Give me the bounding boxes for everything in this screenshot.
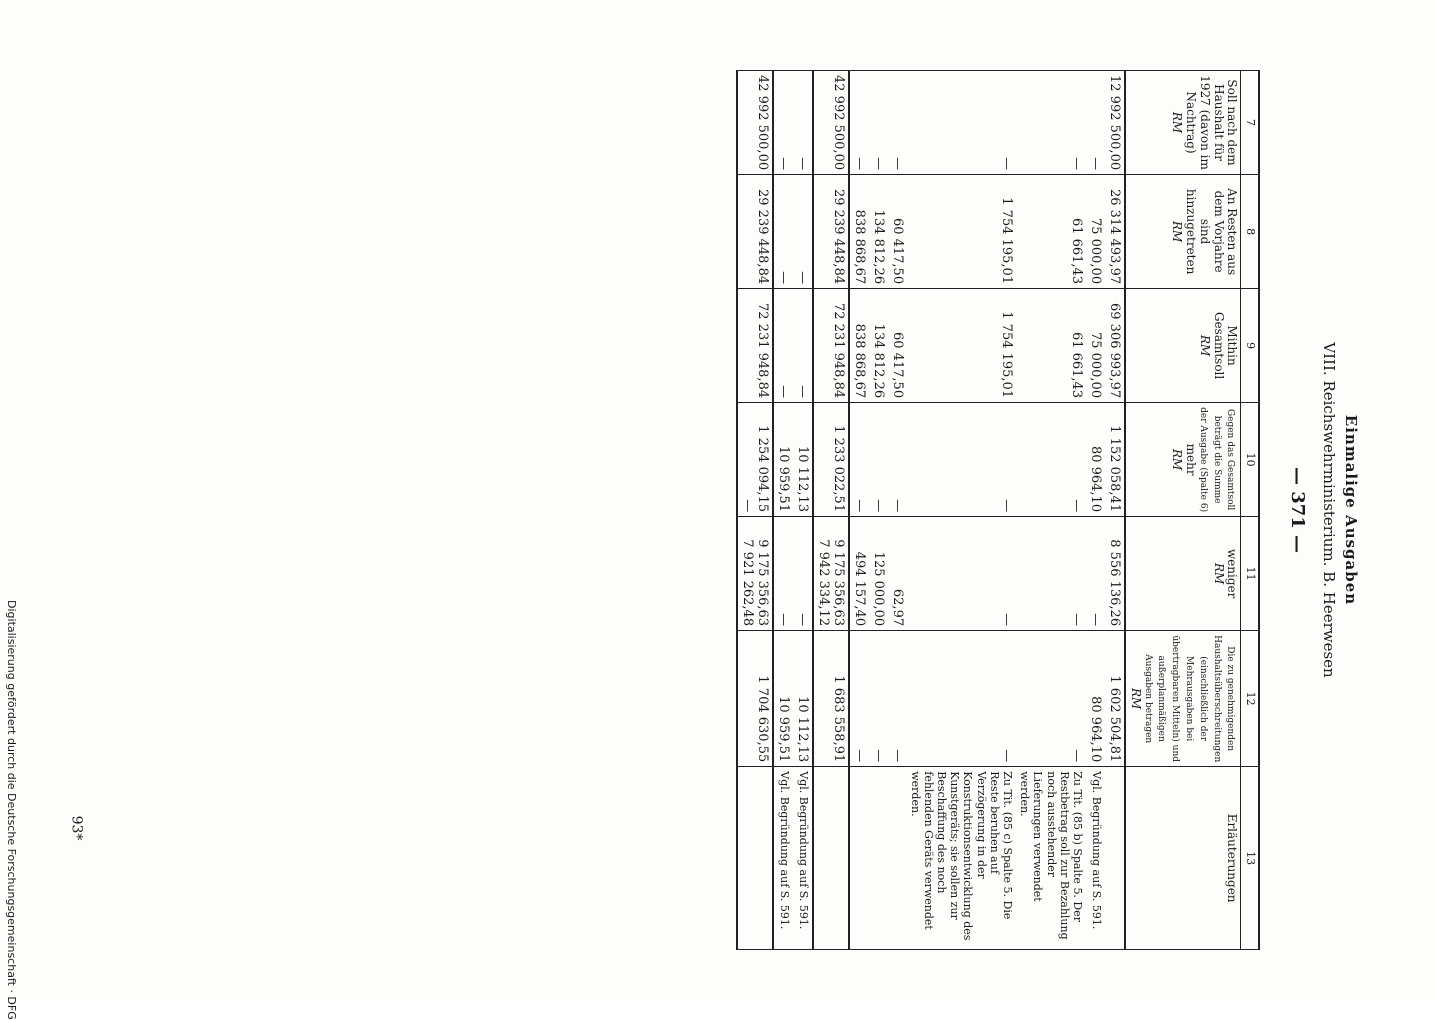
colnum-7: 7 [1241,71,1259,175]
cell-erlaeuterung [1105,767,1125,950]
subtotal-row [813,71,849,950]
cell-gesamtsoll: 61 661,43 [1016,289,1086,403]
table-row [773,71,793,950]
header-gesamtsoll: Mithin Gesamtsoll RM [1125,289,1241,403]
colnum-9: 9 [1241,289,1259,403]
table-row [1105,71,1125,950]
colnum-10: 10 [1241,403,1259,517]
table-row [1016,71,1086,950]
cell-reste: 61 661,43 [1016,175,1086,289]
sheet-number-text: 93* [68,815,85,841]
cell-gesamtsoll: 1 754 195,01 [907,289,1017,403]
cell-soll: — [849,71,869,175]
cell-mehr: — [888,403,907,517]
cell-weniger: — [907,517,1017,631]
cell-erlaeuterung [888,767,907,950]
cell-reste: 75 000,00 [1086,175,1105,289]
total-weniger: 9 175 356,63 7 921 262,48 [737,517,773,631]
cell-soll: — [1086,71,1105,175]
cell-gesamtsoll: — [773,289,793,403]
cell-erlaeuterung: Zu Tit. (85 c) Spalte 5. Die Reste beruhen auf Verzögerung in der Konstruktionsentwicklung des Kunstgeräts; sie sollen zur Beschaffung des noch fehlenden Geräts verwendet werden. [907,767,1017,950]
total-gesamtsoll: 72 231 948,84 [737,289,773,403]
colnum-13: 13 [1241,767,1259,950]
rotated-table-area [0,70,1360,950]
cell-reste: — [793,175,813,289]
cell-soll: 12 992 500,00 [1105,71,1125,175]
cell-mehr: — [907,403,1017,517]
column-header-row [1125,71,1241,950]
header-erlaeuterungen: Erläuterungen [1125,767,1241,950]
cell-weniger: — [1086,517,1105,631]
subtotal-weniger: 9 175 356,63 7 942 334,12 [813,517,849,631]
cell-gesamtsoll: 69 306 993,97 [1105,289,1125,403]
subtotal-mehr: 1 233 022,51 [813,403,849,517]
cell-weniger: 494 157,40 [849,517,869,631]
cell-soll: — [907,71,1017,175]
cell-erlaeuterung: Vgl. Begründung auf S. 591. [793,767,813,950]
header-ueberschreitungen: Die zu genehmigenden Haushaltsüberschreitungen (einschließlich der Mehrausgaben bei übertragbaren Mitteln) und außerplanmäßigen Ausgaben betragen RM [1125,631,1241,767]
colnum-11: 11 [1241,517,1259,631]
cell-ueberschreitung: — [888,631,907,767]
cell-ueberschreitung: 10 112,13 [793,631,813,767]
expenditure-table [736,70,1260,950]
cell-soll: — [773,71,793,175]
cell-reste: 838 868,67 [849,175,869,289]
page-number: — 371 — [1287,466,1308,554]
cell-erlaeuterung [849,767,869,950]
subtotal-soll: 42 992 500,00 [813,71,849,175]
total-mehr: 1 254 094,15 — [737,403,773,517]
section-subtitle: VIII. Reichswehrministerium. B. Heerwesen [1320,342,1338,678]
subtotal-reste: 29 239 448,84 [813,175,849,289]
total-note [737,767,773,950]
cell-reste: 134 812,26 [869,175,888,289]
cell-gesamtsoll: 134 812,26 [869,289,888,403]
digitization-notice [4,600,18,1020]
section-title: Einmalige Ausgaben [1342,414,1360,606]
cell-weniger: 62,97 [888,517,907,631]
cell-gesamtsoll: 75 000,00 [1086,289,1105,403]
cell-ueberschreitung: 80 964,10 [1086,631,1105,767]
table-row [869,71,888,950]
total-soll: 42 992 500,00 [737,71,773,175]
table-row [793,71,813,950]
digitization-text: Digitalisierung gefördert durch die Deutsche Forschungsgemeinschaft · DFG [5,600,18,1020]
subtotal-note [813,767,849,950]
total-reste: 29 239 448,84 [737,175,773,289]
total-row [737,71,773,950]
sheet-number [64,815,89,841]
table-row [888,71,907,950]
cell-mehr: 80 964,10 [1086,403,1105,517]
cell-soll: — [888,71,907,175]
cell-mehr: 1 152 058,41 [1105,403,1125,517]
header-soll: Soll nach dem Haushalt für 1927 (davon im Nachtrag) RM [1125,71,1241,175]
subtotal-gesamtsoll: 72 231 948,84 [813,289,849,403]
colnum-12: 12 [1241,631,1259,767]
cell-ueberschreitung: 1 602 504,81 [1105,631,1125,767]
subtotal-ueberschreitung: 1 683 558,91 [813,631,849,767]
cell-weniger: — [793,517,813,631]
total-ueberschreitung: 1 704 630,55 [737,631,773,767]
cell-mehr: — [849,403,869,517]
cell-erlaeuterung [869,767,888,950]
table-row [907,71,1017,950]
header-reste: An Resten aus dem Vorjahre sind hinzugetreten RM [1125,175,1241,289]
cell-soll: — [869,71,888,175]
cell-gesamtsoll: 60 417,50 [888,289,907,403]
table-row [1086,71,1105,950]
cell-erlaeuterung: Vgl. Begründung auf S. 591. [773,767,793,950]
cell-weniger: — [1016,517,1086,631]
table-row [849,71,869,950]
cell-ueberschreitung: — [907,631,1017,767]
cell-mehr: 10 959,51 [773,403,793,517]
cell-soll: — [1016,71,1086,175]
cell-ueberschreitung: — [849,631,869,767]
cell-reste: 1 754 195,01 [907,175,1017,289]
cell-soll: — [793,71,813,175]
cell-erlaeuterung: Vgl. Begründung auf S. 591. [1086,767,1105,950]
cell-reste: 60 417,50 [888,175,907,289]
cell-weniger: 8 556 136,26 [1105,517,1125,631]
column-number-row [1241,71,1259,950]
cell-mehr: 10 112,13 [793,403,813,517]
header-weniger: weniger RM [1125,517,1241,631]
cell-reste: — [773,175,793,289]
cell-erlaeuterung: Zu Tit. (85 b) Spalte 5. Der Restbetrag soll zur Bezahlung noch ausstehender Lieferungen verwendet werden. [1016,767,1086,950]
cell-gesamtsoll: — [793,289,813,403]
cell-mehr: — [869,403,888,517]
cell-reste: 26 314 493,97 [1105,175,1125,289]
cell-mehr: — [1016,403,1086,517]
header-mehr: Gegen das Gesamtsoll beträgt die Summe der Ausgabe (Spalte 6) mehr RM [1125,403,1241,517]
cell-ueberschreitung: 10 959,51 [773,631,793,767]
cell-gesamtsoll: 838 868,67 [849,289,869,403]
cell-weniger: — [773,517,793,631]
cell-weniger: 125 000,00 [869,517,888,631]
cell-ueberschreitung: — [869,631,888,767]
cell-ueberschreitung: — [1016,631,1086,767]
colnum-8: 8 [1241,175,1259,289]
